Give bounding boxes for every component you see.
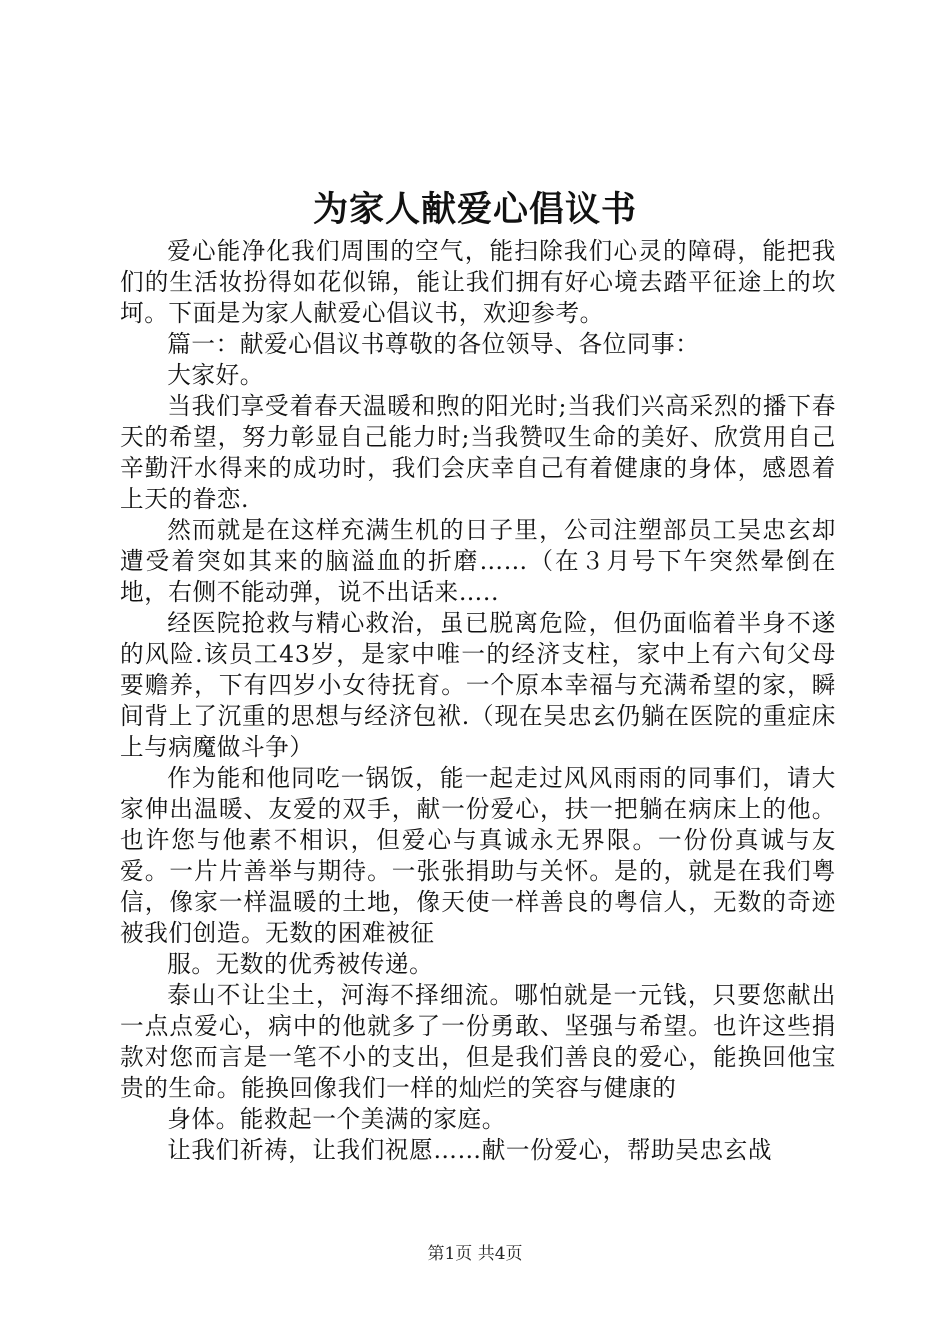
- paragraph-intro: 爱心能净化我们周围的空气，能扫除我们心灵的障碍，能把我们的生活妆扮得如花似锦，能让我们拥有好心境去踏平征途上的坎坷。下面是为家人献爱心倡议书，欢迎参考。: [120, 237, 836, 327]
- paragraph-spring: 当我们享受着春天温暖和煦的阳光时;当我们兴高采烈的播下春天的希望，努力彰显自己能力时;当我赞叹生命的美好、欣赏用自己辛勤汗水得来的成功时，我们会庆幸自己有着健康的身体，感恩着上天的眷恋.: [120, 392, 836, 513]
- page-number: 第1页 共4页: [427, 1244, 523, 1264]
- paragraph-greeting: 大家好。: [167, 361, 264, 389]
- paragraph-prayer: 让我们祈祷，让我们祝愿……献一份爱心，帮助吴忠玄战: [167, 1136, 773, 1164]
- paragraph-appeal-continued: 服。无数的优秀被传递。: [167, 950, 434, 978]
- paragraph-appeal: 作为能和他同吃一锅饭，能一起走过风风雨雨的同事们，请大家伸出温暖、友爱的双手，献一份爱心，扶一把躺在病床上的他。也许您与他素不相识，但爱心与真诚永无界限。一份份真诚与友爱。一片片善举与期待。一张张捐助与关怀。是的，就是在我们粤信，像家一样温暖的土地，像天使一样善良的粤信人，无数的奇迹被我们创造。无数的困难被征: [120, 764, 836, 947]
- paragraph-donation-continued: 身体。能救起一个美满的家庭。: [167, 1105, 506, 1133]
- paragraph-salutation: 篇一：献爱心倡议书尊敬的各位领导、各位同事：: [167, 330, 700, 358]
- document-body: [120, 236, 836, 1166]
- paragraph-illness: 然而就是在这样充满生机的日子里，公司注塑部员工吴忠玄却遭受着突如其来的脑溢血的折磨……（在３月号下午突然晕倒在地，右侧不能动弹，说不出话来…..: [120, 516, 836, 606]
- paragraph-hospital: 经医院抢救与精心救治，虽已脱离危险，但仍面临着半身不遂的风险.该员工43岁，是家中唯一的经济支柱，家中上有六旬父母要赡养，下有四岁小女待抚育。一个原本幸福与充满希望的家，瞬间背上了沉重的思想与经济包袱.（现在吴忠玄仍躺在医院的重症床上与病魔做斗争）: [120, 609, 836, 761]
- paragraph-donation: 泰山不让尘土，河海不择细流。哪怕就是一元钱，只要您献出一点点爱心，病中的他就多了一份勇敢、坚强与希望。也许这些捐款对您而言是一笔不小的支出，但是我们善良的爱心，能换回他宝贵的生命。能换回像我们一样的灿烂的笑容与健康的: [120, 981, 836, 1102]
- document-title: 为家人献爱心倡议书: [312, 189, 637, 230]
